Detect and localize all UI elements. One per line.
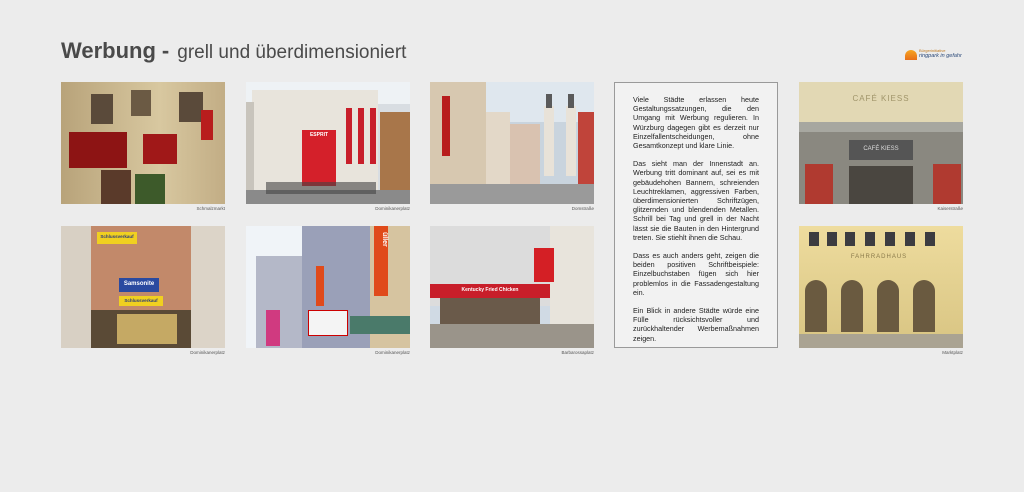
text-paragraph-3: Dass es auch anders geht, zeigen die beiden positiven Schriftbeispiele: Einzelbuchstaben fügen sich hier problemlos in die Fassadengestaltung ein. [633, 251, 759, 297]
kfc-sign: Kentucky Fried Chicken [461, 287, 519, 293]
sun-logo-icon [905, 50, 917, 60]
logo-line1: Bürgerinitiative [919, 48, 946, 53]
photo-domstrasse [430, 82, 594, 204]
logo [905, 48, 965, 64]
text-paragraph-2: Das sieht man der Innenstadt an. Werbung tritt dominant auf, sei es mit gebäudehohen Bannern, schreienden Leuchtreklamen, aggressiven Farben, überdimensionierten Schriftzügen, glitzernden und blendenden Metallen. Schrill bei Tag und grell in der Nacht lässt sie die Bauten in den Hintergrund treten. Sie stiehlt ihnen die Schau. [633, 159, 759, 242]
photo-barbarossaplatz [430, 226, 594, 348]
caption-5: Dominikanerplatz [190, 350, 225, 355]
cafe-sign-top: CAFÉ KIESS [852, 94, 910, 103]
logo-line2: ringpark in gefahr [919, 53, 962, 59]
sale-sign-bottom: Schlussverkauf [124, 298, 158, 303]
cafe-sign-bottom: CAFÉ KIESS [863, 146, 899, 152]
caption-6: Dominikanerplatz [375, 350, 410, 355]
mueller-sign: üller [381, 232, 388, 247]
title-main: Werbung [61, 38, 156, 63]
text-paragraph-1: Viele Städte erlassen heute Gestaltungssatzungen, die den Umgang mit Werbung regulieren. In Würzburg dagegen gibt es derzeit nur Einzelfallentscheidungen, ohne Gesamtkonzept und klare Linie. [633, 95, 759, 151]
photo-marktplatz [799, 226, 963, 348]
title-separator: - [161, 38, 170, 63]
caption-7: Barbarossaplatz [561, 350, 594, 355]
page-title [61, 38, 406, 64]
text-paragraph-4: Ein Blick in andere Städte würde eine Fülle rücksichtsvoller und zurückhaltender Werbemaßnahmen zeigen. [633, 306, 759, 343]
photo-schmalzmarkt [61, 82, 225, 204]
samsonite-sign: Samsonite [123, 281, 155, 287]
caption-8: Marktplatz [942, 350, 963, 355]
photo-esprit [246, 82, 410, 204]
photo-cafe-kiess [799, 82, 963, 204]
marktplatz-sign: FAHRRADHAUS [850, 254, 908, 260]
esprit-sign: ESPRIT [309, 132, 329, 138]
caption-2: Dominikanerplatz [375, 206, 410, 211]
sale-sign-top: Schlussverkauf [100, 234, 134, 239]
photo-mueller [246, 226, 410, 348]
title-subtitle: grell und überdimensioniert [177, 42, 407, 63]
caption-1: Schmalzmarkt [196, 206, 225, 211]
text-panel [614, 82, 778, 348]
caption-3: Domstraße [571, 206, 594, 211]
caption-4: Kaiserstraße [937, 206, 963, 211]
photo-samsonite [61, 226, 225, 348]
